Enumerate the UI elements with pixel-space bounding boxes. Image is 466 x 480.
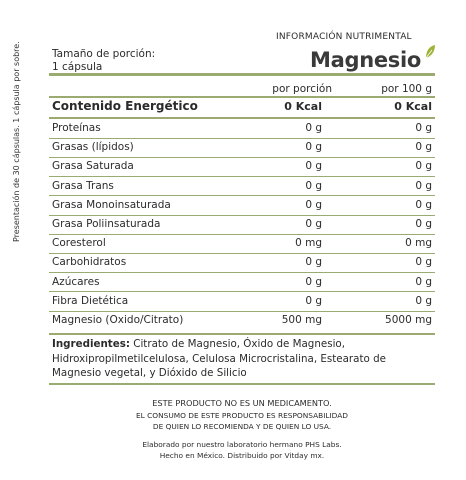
nutrient-label: Carbohidratos (52, 256, 127, 269)
nutrient-per-portion: 0 g (305, 294, 322, 307)
nutrient-per-100g: 0 g (415, 294, 432, 307)
column-per-100g: por 100 g (381, 83, 432, 95)
nutrient-per-100g: 0 g (415, 198, 432, 211)
column-per-portion: por porción (272, 83, 332, 95)
bottom-rule (49, 383, 435, 385)
serving-size-value: 1 cápsula (52, 61, 103, 73)
nutrient-row (52, 196, 432, 215)
responsibility-line-1: EL CONSUMO DE ESTE PRODUCTO ES RESPONSABILIDAD (136, 411, 348, 420)
energy-per-portion: 0 Kcal (284, 100, 322, 113)
nutrient-label: Coresterol (52, 237, 106, 250)
nutrient-row (52, 177, 432, 196)
manufacturer-line: Elaborado por nuestro laboratorio hermano PHS Labs. (142, 440, 342, 449)
nutrient-per-portion: 0 g (305, 122, 322, 134)
nutrient-row (52, 234, 432, 253)
nutrient-per-100g: 0 g (415, 179, 432, 192)
nutrient-per-100g: 0 g (415, 160, 432, 173)
serving-size (52, 48, 155, 74)
ingredients-label: Ingredientes: (52, 338, 130, 350)
nutrient-row (52, 311, 432, 330)
energy-per-100g: 0 Kcal (394, 100, 432, 113)
ingredients-text: Citrato de Magnesio, Óxido de Magnesio, Hidroxipropilmetilcelulosa, Celulosa Microcristalina, Estearato de Magnesio vegetal, y Dióxido de Silicio (52, 338, 386, 379)
nutrient-per-portion: 0 g (305, 218, 322, 230)
nutrient-label: Grasa Monoinsaturada (52, 198, 171, 211)
responsibility-notice (49, 411, 435, 432)
nutrient-label: Grasas (lípidos) (52, 141, 134, 154)
nutrient-per-portion: 500 mg (281, 314, 322, 326)
nutrient-per-portion: 0 g (305, 275, 322, 288)
nutrient-row (52, 273, 432, 292)
nutrient-row (52, 292, 432, 311)
nutrient-label: Azúcares (52, 275, 100, 288)
nutrient-per-portion: 0 mg (295, 237, 322, 250)
distributor-line: Hecho en México. Distribuido por Vitday mx. (159, 450, 325, 460)
medicine-notice: ESTE PRODUCTO NO ES UN MEDICAMENTO. (152, 398, 332, 408)
nutrient-per-100g: 0 g (415, 256, 432, 269)
nutrient-label: Grasa Trans (52, 179, 114, 192)
nutrient-per-portion: 0 g (305, 256, 322, 269)
responsibility-line-2: DE QUIEN LO RECOMIENDA Y DE QUIEN LO USA. (152, 421, 332, 431)
nutrient-per-100g: 0 mg (405, 237, 432, 250)
nutrient-per-portion: 0 g (305, 179, 322, 192)
ingredients-rule (49, 333, 435, 335)
nutrient-per-100g: 0 g (415, 141, 432, 154)
nutrient-label: Proteínas (52, 122, 101, 134)
nutrient-row (52, 157, 432, 176)
nutrient-per-portion: 0 g (305, 160, 322, 173)
nutrient-per-portion: 0 g (305, 198, 322, 211)
nutrient-label: Grasa Saturada (52, 160, 134, 173)
presentation-note-text: Presentación de 30 cápsulas. 1 cápsula por sobre. (12, 41, 21, 242)
nutrient-row (52, 138, 432, 157)
leaf-icon (424, 44, 436, 60)
nutrient-per-100g: 5000 mg (385, 314, 432, 326)
nutrient-per-100g: 0 g (415, 122, 432, 134)
nutrient-row (52, 215, 432, 234)
manufacturer-info (49, 440, 435, 461)
nutrient-label: Magnesio (Oxido/Citrato) (52, 314, 184, 326)
product-name: Magnesio (310, 48, 422, 72)
nutrient-row (52, 253, 432, 272)
nutrient-label: Grasa Poliinsaturada (52, 218, 161, 230)
nutrient-row (52, 119, 432, 138)
header-rule (49, 96, 435, 98)
ingredients-block (52, 337, 432, 381)
nutrient-label: Fibra Dietética (52, 294, 129, 307)
top-rule (49, 73, 435, 76)
nutrient-per-100g: 0 g (415, 218, 432, 230)
energy-label: Contenido Energético (52, 99, 198, 113)
nutrient-per-100g: 0 g (415, 275, 432, 288)
energy-row (52, 99, 432, 117)
nutrient-per-portion: 0 g (305, 141, 322, 154)
presentation-note (12, 20, 22, 280)
serving-size-label: Tamaño de porción: (52, 48, 156, 60)
nutrition-header: INFORMACIÓN NUTRIMENTAL (276, 32, 412, 42)
